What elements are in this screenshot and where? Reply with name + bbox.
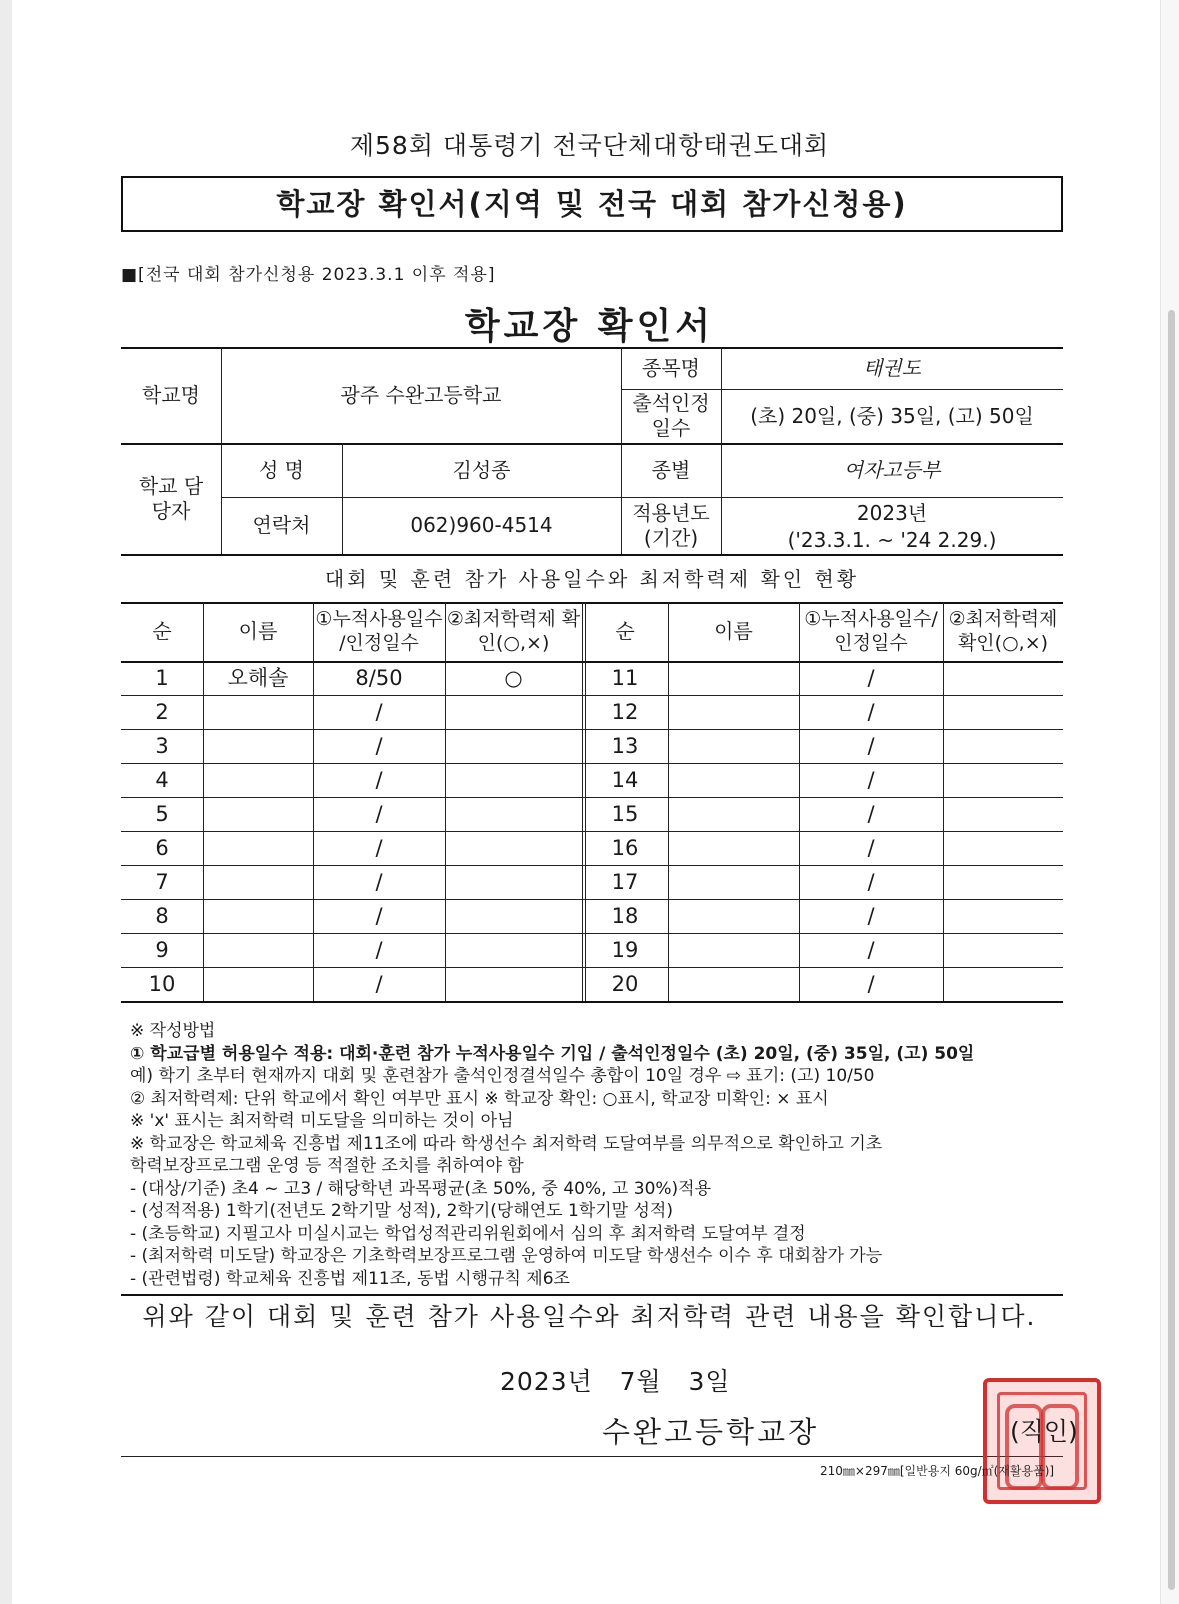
right-name-cell	[668, 933, 799, 967]
right-check-cell	[943, 831, 1063, 865]
left-no-cell: 6	[155, 835, 169, 860]
right-name-cell	[668, 797, 799, 831]
note-1-example: 예) 학기 초부터 현재까지 대회 및 훈련참가 출석인정결석일수 총합이 10일 경우 ⇨ 표기: (고) 10/50	[130, 1066, 875, 1086]
left-days-cell: /	[375, 767, 383, 792]
header-no-right: 순	[615, 619, 635, 643]
left-check-cell	[445, 967, 582, 1001]
manager-label: 학교 담당자	[138, 473, 204, 523]
left-name-cell	[203, 729, 313, 763]
paper-spec: 210㎜×297㎜[일반용지 60g/㎡(재활용품)]	[820, 1464, 1055, 1478]
left-days-cell: 8/50	[355, 665, 403, 690]
left-no-cell: 5	[155, 801, 169, 826]
left-name-cell	[203, 899, 313, 933]
left-name-cell	[203, 967, 313, 1001]
right-check-cell	[943, 763, 1063, 797]
confirm-text: 위와 같이 대회 및 훈련 참가 사용일수와 최저학력 관련 내용을 확인합니다.	[142, 1302, 1037, 1331]
division-value: 여자고등부	[843, 457, 941, 482]
right-check-cell	[943, 899, 1063, 933]
right-name-cell	[668, 899, 799, 933]
right-no-cell: 11	[611, 665, 639, 690]
note-1: ① 학교급별 허용일수 적용: 대회·훈련 참가 누적사용일수 기입 / 출석인정일수 (초) 20일, (중) 35일, (고) 50일	[130, 1043, 975, 1064]
header-days-right: ①누적사용일수/ 인정일수	[804, 607, 938, 654]
left-no-cell: 3	[155, 733, 169, 758]
header-name-right: 이름	[714, 619, 753, 643]
left-name-cell	[203, 763, 313, 797]
header-name: 이름	[238, 619, 278, 643]
left-check-cell	[445, 831, 582, 865]
note-2-sub-2: ※ 학교장은 학교체육 진흥법 제11조에 따라 학생선수 최저학력 도달여부를 의무적으로 확인하고 기초	[130, 1133, 883, 1154]
right-days-cell: /	[867, 665, 875, 690]
note-elementary: - (초등학교) 지필고사 미실시교는 학업성적관리위원회에서 심의 후 최저학력 도달여부 결정	[130, 1223, 806, 1244]
note-law: - (관련법령) 학교체육 진흥법 제11조, 동법 시행규칙 제6조	[130, 1268, 570, 1289]
right-check-cell	[943, 797, 1063, 831]
left-check-cell	[445, 729, 582, 763]
right-no-cell: 20	[611, 971, 639, 996]
year-label: 적용년도 (기간)	[632, 500, 710, 550]
right-check-cell	[943, 933, 1063, 967]
note-target: - (대상/기준) 초4 ~ 고3 / 해당학년 과목평균(초 50%, 중 40%, 고 30%)적용	[130, 1178, 712, 1199]
event-title: 제58회 대통령기 전국단체대항태권도대회	[349, 131, 830, 160]
right-name-cell	[668, 831, 799, 865]
left-no-cell: 9	[155, 937, 169, 962]
header-no: 순	[152, 619, 172, 643]
period-value: ('23.3.1. ~ '24 2.29.)	[787, 527, 997, 552]
right-no-cell: 15	[611, 801, 639, 826]
left-check-cell	[445, 899, 582, 933]
right-name-cell	[668, 695, 799, 729]
right-check-cell	[943, 865, 1063, 899]
right-check-cell	[943, 967, 1063, 1001]
left-days-cell: /	[375, 903, 383, 928]
right-no-cell: 16	[611, 835, 639, 860]
right-no-cell: 13	[611, 733, 639, 758]
left-name-cell: 오해솔	[227, 665, 289, 690]
principal-signature: 수완고등학교장	[602, 1415, 820, 1449]
left-days-cell: /	[375, 699, 383, 724]
right-name-cell	[668, 763, 799, 797]
signature-date: 2023년 7월 3일	[500, 1367, 731, 1396]
seal-label: (직인)	[1010, 1417, 1078, 1446]
left-check-cell	[445, 797, 582, 831]
sport-label: 종목명	[642, 355, 700, 380]
applies-note: ■[전국 대회 참가신청용 2023.3.1 이후 적용]	[121, 265, 496, 285]
scrollbar-track[interactable]	[1160, 0, 1179, 1604]
note-heading: ※ 작성방법	[130, 1021, 216, 1041]
note-2: ② 최저학력제: 단위 학교에서 확인 여부만 표시 ※ 학교장 확인: ○표시, 학교장 미확인: × 표시	[130, 1088, 829, 1109]
manager-name: 김성종	[452, 457, 511, 482]
contact-label: 연락처	[252, 513, 311, 537]
left-no-cell: 1	[155, 665, 169, 690]
status-title: 대회 및 훈련 참가 사용일수와 최저학력제 확인 현황	[324, 567, 860, 591]
attendance-value: (초) 20일, (중) 35일, (고) 50일	[750, 403, 1034, 428]
left-check-cell: ○	[504, 665, 523, 690]
right-days-cell: /	[867, 801, 875, 826]
header-days: ①누적사용일수 /인정일수	[315, 607, 443, 654]
right-no-cell: 19	[611, 937, 639, 962]
left-days-cell: /	[375, 971, 383, 996]
left-days-cell: /	[375, 801, 383, 826]
notes	[130, 1020, 1090, 1290]
right-no-cell: 18	[611, 903, 639, 928]
left-no-cell: 8	[155, 903, 169, 928]
contact-value: 062)960-4514	[410, 513, 553, 537]
left-check-cell	[445, 933, 582, 967]
right-name-cell	[668, 729, 799, 763]
right-days-cell: /	[867, 903, 875, 928]
header-check: ②최저학력제 확인(○,×)	[446, 607, 581, 654]
header-check-right: ②최저학력제 확인(○,×)	[948, 607, 1058, 654]
left-no-cell: 10	[148, 971, 176, 996]
scrollbar-thumb[interactable]	[1168, 310, 1175, 1590]
note-2-sub-1: ※ 'x' 표시는 최저학력 미도달을 의미하는 것이 아님	[130, 1111, 514, 1131]
attendance-label: 출석인정 일수	[632, 391, 710, 440]
right-no-cell: 14	[611, 767, 639, 792]
main-title: 학교장 확인서	[464, 306, 715, 347]
left-name-cell	[203, 831, 313, 865]
left-check-cell	[445, 695, 582, 729]
right-days-cell: /	[867, 869, 875, 894]
right-days-cell: /	[867, 937, 875, 962]
left-name-cell	[203, 797, 313, 831]
left-days-cell: /	[375, 937, 383, 962]
left-days-cell: /	[375, 733, 383, 758]
left-days-cell: /	[375, 869, 383, 894]
right-check-cell	[943, 695, 1063, 729]
right-days-cell: /	[867, 699, 875, 724]
sport-value: 태권도	[863, 355, 921, 380]
name-label: 성 명	[259, 457, 304, 482]
right-days-cell: /	[867, 767, 875, 792]
note-2-sub-3: 학력보장프로그램 운영 등 적절한 조치를 취하여야 함	[130, 1156, 524, 1176]
right-days-cell: /	[867, 733, 875, 758]
division-label: 종별	[651, 457, 691, 482]
left-name-cell	[203, 933, 313, 967]
right-no-cell: 17	[611, 869, 639, 894]
left-days-cell: /	[375, 835, 383, 860]
right-name-cell	[668, 661, 799, 695]
right-check-cell	[943, 661, 1063, 695]
right-name-cell	[668, 967, 799, 1001]
right-name-cell	[668, 865, 799, 899]
note-grades: - (성적적용) 1학기(전년도 2학기말 성적), 2학기(당해연도 1학기말 성적)	[130, 1201, 673, 1221]
school-name: 광주 수완고등학교	[340, 382, 502, 407]
school-label: 학교명	[142, 382, 200, 407]
right-no-cell: 12	[611, 699, 639, 724]
right-check-cell	[943, 729, 1063, 763]
right-days-cell: /	[867, 971, 875, 996]
page-edge	[0, 0, 12, 1604]
left-no-cell: 2	[155, 699, 169, 724]
left-check-cell	[445, 865, 582, 899]
form-title: 학교장 확인서(지역 및 전국 대회 참가신청용)	[121, 176, 1063, 232]
left-no-cell: 4	[155, 767, 169, 792]
left-no-cell: 7	[155, 869, 169, 894]
note-below-minimum: - (최저학력 미도달) 학교장은 기초학력보장프로그램 운영하여 미도달 학생선수 이수 후 대회참가 가능	[130, 1246, 883, 1266]
left-check-cell	[445, 763, 582, 797]
left-name-cell	[203, 695, 313, 729]
right-days-cell: /	[867, 835, 875, 860]
year-value: 2023년	[856, 500, 928, 525]
left-name-cell	[203, 865, 313, 899]
